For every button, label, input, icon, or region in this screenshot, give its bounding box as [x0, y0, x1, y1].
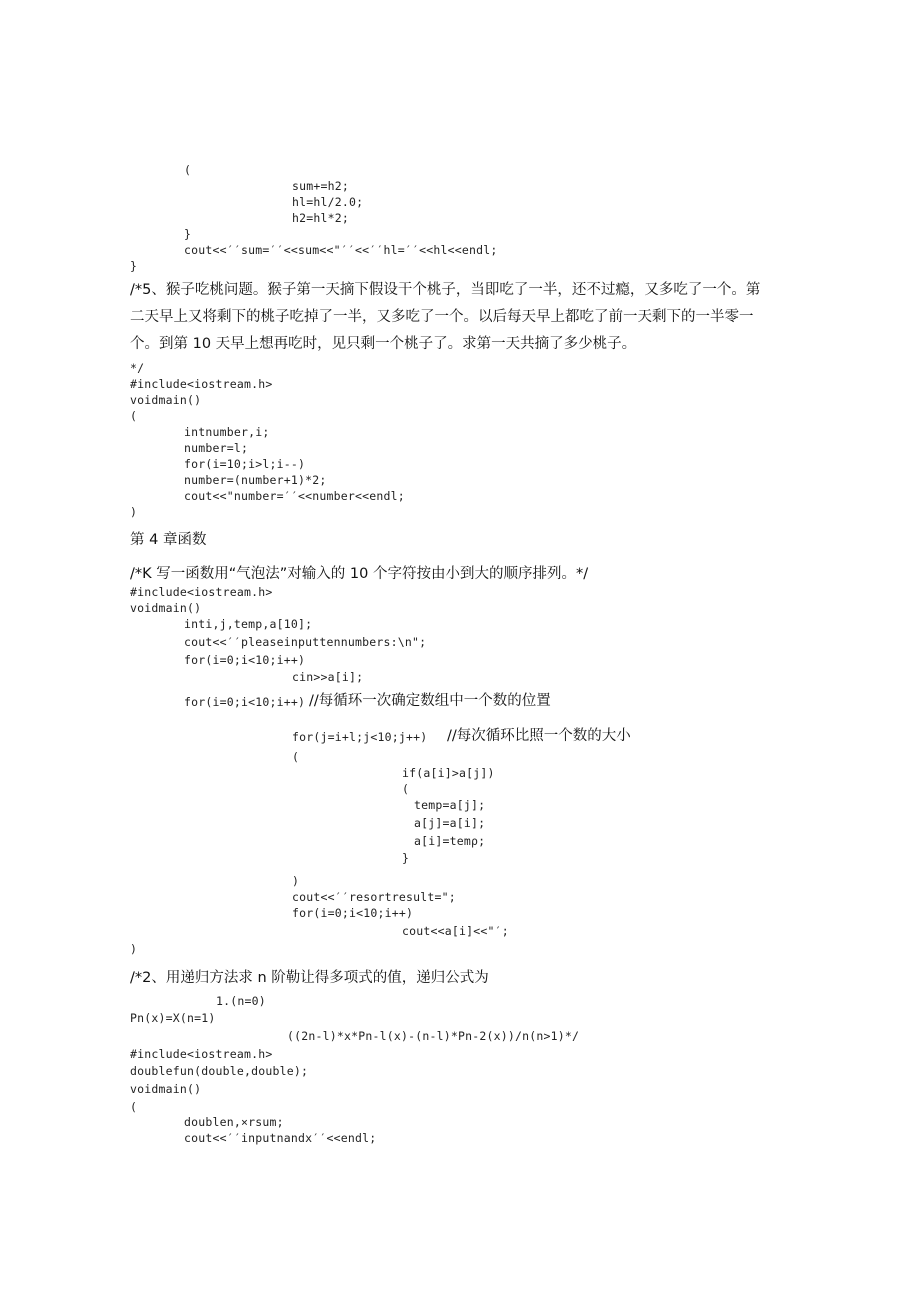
code-line: #include<iostream.h> [130, 585, 273, 599]
code-line: inti,j,temp,a[10]; [184, 617, 313, 631]
code-line: ( [130, 409, 138, 423]
code-line: #include<iostream.h> [130, 377, 273, 391]
code-line: cout<<′′resortresult="; [292, 890, 456, 904]
code-line: intnumber,i; [184, 425, 270, 439]
code-line: Pn(x)=X(n=1) [130, 1011, 216, 1025]
code-line: doublen,×rsum; [184, 1115, 284, 1129]
problem-text: 个。到第 10 天早上想再吃时，见只剩一个桃子了。求第一天共摘了多少桃子。 [130, 336, 637, 352]
code-line: ( [402, 782, 410, 796]
code-line: cout<<′′pleaseinputtennumbers:\n"; [184, 635, 427, 649]
code-line: doublefun(double,double); [130, 1064, 309, 1078]
code-line: cin>>a[i]; [292, 670, 364, 684]
code-line: } [130, 259, 138, 273]
code-line: } [402, 851, 410, 865]
code-line: } [184, 227, 192, 241]
code-line: for(i=0;i<10;i++) [184, 653, 306, 667]
code-line: temp=a[j]; [414, 798, 486, 812]
code-line: cout<<′′sum=′′<<sum<<"′′<<′′hl=′′<<hl<<endl; [184, 243, 498, 257]
code-line: ) [292, 874, 300, 888]
code-line: a[j]=a[i]; [414, 816, 486, 830]
chapter-heading: 第 4 章函数 [130, 532, 207, 548]
code-line: cout<<"number=′′<<number<<endl; [184, 489, 405, 503]
code-line: voidmain() [130, 601, 202, 615]
problem-text: ∕*K 写一函数用“气泡法”对输入的 10 个字符按由小到大的顺序排列。*/ [130, 566, 589, 582]
code-line: for(j=i+l;j<10;j++) [292, 730, 428, 744]
code-line: sum+=h2; [292, 179, 349, 193]
code-line: ) [130, 505, 138, 519]
code-line: ( [130, 1100, 138, 1114]
code-line: for(i=10;i>l;i--) [184, 457, 306, 471]
code-line: hl=hl∕2.0; [292, 195, 364, 209]
code-line: cout<<′′inputnandx′′<<endl; [184, 1131, 377, 1145]
code-line: #include<iostream.h> [130, 1047, 273, 1061]
code-line: ((2n-l)*x*Pn-l(x)-(n-l)*Pn-2(x))/n(n>1)*/ [287, 1029, 580, 1043]
code-line: number=l; [184, 441, 249, 455]
code-line: 1.(n=0) [216, 994, 266, 1008]
code-line: voidmain() [130, 393, 202, 407]
code-line: ( [292, 750, 300, 764]
code-line: voidmain() [130, 1082, 202, 1096]
problem-text: ∕*5、猴子吃桃问题。猴子第一天摘下假设干个桃子，当即吃了一半，还不过瘾，又多吃了一个。第 [130, 282, 761, 298]
code-comment: //每循环一次确定数组中一个数的位置 [309, 693, 551, 709]
code-line: a[i]=temρ; [414, 834, 486, 848]
code-line: cout<<a[i]<<"′; [402, 924, 509, 938]
code-line: for(i=0;i<10;i++) [292, 906, 414, 920]
code-line: for(i=0;i<10;i++) [184, 695, 306, 709]
code-line: number=(number+1)*2; [184, 473, 327, 487]
code-line: if(a[i]>a[j]) [402, 766, 495, 780]
problem-text: ∕*2、用递归方法求 n 阶勒让得多项式的值，递归公式为 [130, 970, 489, 986]
code-comment: //每次循环比照一个数的大小 [447, 728, 631, 744]
code-line: */ [130, 361, 145, 375]
code-line: ( [184, 163, 192, 177]
code-line: h2=hl*2; [292, 211, 349, 225]
code-line: ) [130, 942, 138, 956]
problem-text: 二天早上又将剩下的桃子吃掉了一半，又多吃了一个。以后每天早上都吃了前一天剩下的一半零一 [130, 309, 754, 325]
